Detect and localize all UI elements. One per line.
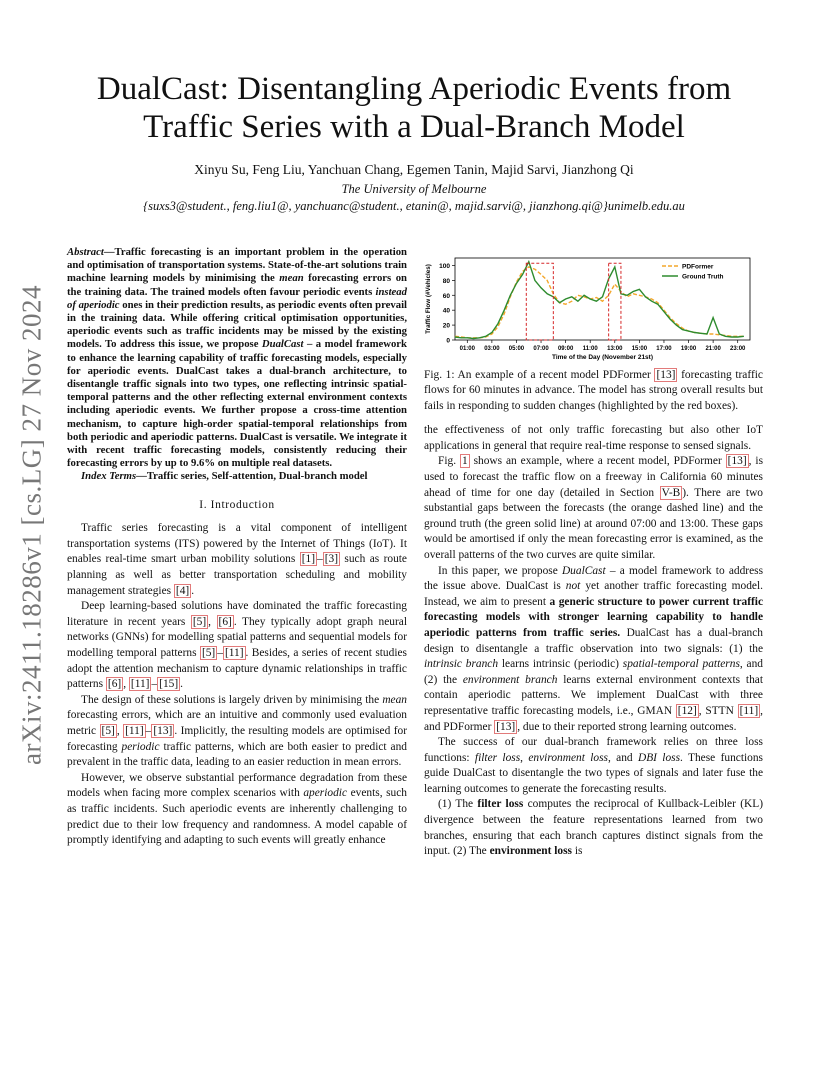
arxiv-side-label: arXiv:2411.18286v1 [cs.LG] 27 Nov 2024 xyxy=(16,285,47,765)
y-tick-label: 100 xyxy=(439,262,450,270)
emails: {suxs3@student., feng.liu1@, yanchuanc@student., etanin@, majid.sarvi@, jianzhong.qi@}unimelb.edu.au xyxy=(143,199,685,213)
y-tick-label: 80 xyxy=(442,277,450,285)
x-tick-label: 23:00 xyxy=(730,346,746,352)
figure-caption: Fig. 1: An example of a recent model PDFormer [13] forecasting traffic flows for 60 minutes in advance. The model has strong overall results but fails in responding to sudden changes (highlighted by the red boxes). xyxy=(424,369,763,412)
right-column xyxy=(424,368,763,860)
affiliation: The University of Melbourne xyxy=(341,182,487,196)
right-p2: Fig. 1 shows an example, where a recent model, PDFormer [13] , is used to forecast the traffic flow on a freeway in California 60 minutes ahead of time for one day (detailed in Section V-B ). There are two substantial gaps between the forecasts (the orange dashed line) and the ground truth (the green solid line) at around 07:00 and 13:00. These gaps would be amortised if only the mean forecasting error is examined, as the overall patterns of the two curves are quite similar. xyxy=(424,455,764,561)
x-tick-label: 05:00 xyxy=(508,346,525,352)
x-tick-label: 11:00 xyxy=(582,346,598,352)
index-terms: Index Terms—Traffic series, Self-attention, Dual-branch model xyxy=(81,470,368,483)
x-tick-label: 13:00 xyxy=(607,346,623,352)
legend-label: PDFormer xyxy=(682,263,714,271)
right-p5: (1) The filter loss computes the reciprocal of Kullback-Leibler (KL) divergence between the feature representations learned from two branches, ensuring that each branch captures distinct signals from the input. (2) The environment loss is xyxy=(424,798,763,858)
authors: Xinyu Su, Feng Liu, Yanchuan Chang, Egemen Tanin, Majid Sarvi, Jianzhong Qi xyxy=(194,162,634,177)
left-column xyxy=(67,246,407,849)
paper-title xyxy=(0,70,828,146)
x-axis-label: Time of the Day (November 21st) xyxy=(551,354,654,361)
right-p4: The success of our dual-branch framework relies on three loss functions: filter loss, environment loss, and DBI loss. These functions guide DualCast to disentangle the two types of signals and later fuse the learning outcomes to generate the forecasting results. xyxy=(424,736,763,795)
x-tick-label: 15:00 xyxy=(631,346,648,352)
x-tick-label: 01:00 xyxy=(459,346,475,352)
section-heading: I. Introduction xyxy=(199,498,275,511)
traffic-chart xyxy=(420,250,765,365)
title-line-1: DualCast: Disentangling Aperiodic Events from xyxy=(96,71,732,107)
x-tick-label: 21:00 xyxy=(705,346,721,352)
intro-p1: Traffic series forecasting is a vital component of intelligent transportation systems (ITS) powered by the Internet of Things (IoT). It enables real-time smart urban mobility solutions [1] – [3] such as route planning as well as better transportation scheduling and mobility management strategies [4] . xyxy=(67,522,407,597)
x-tick-label: 17:00 xyxy=(656,346,672,352)
y-axis-label: Traffic Flow (#Vehicles) xyxy=(425,264,432,334)
intro-p4: However, we observe substantial performance degradation from these models when facing more complex scenarios with aperiodic events, such as traffic incidents. Such aperiodic events are inherently challenging to predict due to their low frequency and randomness. A model capable of promptly identifying and adapting to such events will greatly enhance xyxy=(67,771,407,847)
y-tick-label: 40 xyxy=(442,307,450,315)
title-line-2: Traffic Series with a Dual-Branch Model xyxy=(143,109,685,145)
right-p3: In this paper, we propose DualCast – a model framework to address the issue above. DualCast is not yet another traffic forecasting model. Instead, we aim to present a generic structure to power current traffic forecasting models with stronger learning capability to handle aperiodic patterns from traffic series. DualCast has a dual-branch design to disentangle a traffic observation into two signals: (1) the intrinsic branch learns intrinsic (periodic) spatial-temporal patterns, and (2) the environment branch learns external environment contexts that contain aperiodic patterns. We implement DualCast with three representative traffic forecasting models, i.e., GMAN [12] , STTN [11] , and PDFormer [13] , due to their reported strong learning outcomes. xyxy=(424,564,764,733)
x-tick-label: 19:00 xyxy=(680,346,697,352)
abstract: Abstract—Traffic forecasting is an important problem in the operation and optimisation of transportation systems. State-of-the-art solutions train machine learning models by minimising the mean forecasting errors on the training data. The trained models often favour periodic events instead of aperiodic ones in their prediction results, as periodic events often prevail in the training data. While offering critical optimisation opportunities, aperiodic events such as traffic incidents may be missed by the existing models. To address this issue, we propose DualCast – a model framework to enhance the learning capability of traffic forecasting models, especially for aperiodic events. DualCast takes a dual-branch architecture, to disentangle traffic signals into two types, one reflecting intrinsic spatial-temporal patterns and the other reflecting external environment contexts including aperiodic events. We further propose a cross-time attention mechanism, to capture high-order spatial-temporal relationships from both periodic and aperiodic patterns. DualCast is versatile. We integrate it with recent traffic forecasting models, consistently reducing their forecasting errors by up to 9.6% on multiple real datasets. xyxy=(67,246,408,470)
intro-p2: Deep learning-based solutions have dominated the traffic forecasting literature in recent years [5] , [6] . They typically adopt graph neural networks (GNNs) for modelling spatial patterns and sequential models for modelling temporal patterns [5] – [11] . Besides, a series of recent studies adopt the attention mechanism to capture dynamic relationships in traffic patterns [6] , [11] – [15] . xyxy=(67,600,407,691)
x-tick-label: 03:00 xyxy=(484,346,500,352)
x-tick-label: 07:00 xyxy=(533,346,549,352)
x-tick-label: 09:00 xyxy=(557,346,574,352)
legend-label: Ground Truth xyxy=(682,273,724,281)
highlight-box xyxy=(526,263,553,340)
right-p1: the effectiveness of not only traffic forecasting but also other IoT applications in general that require real-time response to sensed signals. xyxy=(424,424,763,452)
y-tick-label: 0 xyxy=(446,337,450,345)
figure-1 xyxy=(420,250,765,365)
intro-p3: The design of these solutions is largely driven by minimising the mean forecasting errors, which are an intuitive and commonly used evaluation metric [5] , [11] – [13] . Implicitly, the resulting models are optimised for forecasting periodic traffic patterns, which are both easier to predict and prevalent in the traffic data, leading to an easier reduction in mean errors. xyxy=(67,693,408,769)
y-tick-label: 20 xyxy=(442,322,450,330)
y-tick-label: 60 xyxy=(442,292,450,300)
